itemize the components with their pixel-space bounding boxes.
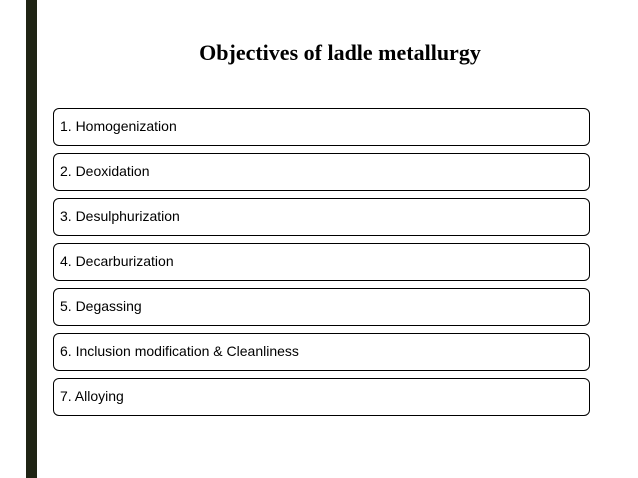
- accent-bar: [26, 0, 37, 478]
- list-item-degassing: 5. Degassing: [53, 288, 590, 326]
- list-item-desulphurization: 3. Desulphurization: [53, 198, 590, 236]
- list-item-deoxidation: 2. Deoxidation: [53, 153, 590, 191]
- list-item-decarburization: 4. Decarburization: [53, 243, 590, 281]
- slide-title: Objectives of ladle metallurgy: [199, 40, 481, 65]
- list-item-homogenization: 1. Homogenization: [53, 108, 590, 146]
- list-item-alloying: 7. Alloying: [53, 378, 590, 416]
- list-item-inclusion-modification: 6. Inclusion modification & Cleanliness: [53, 333, 590, 371]
- objectives-list: [53, 108, 590, 423]
